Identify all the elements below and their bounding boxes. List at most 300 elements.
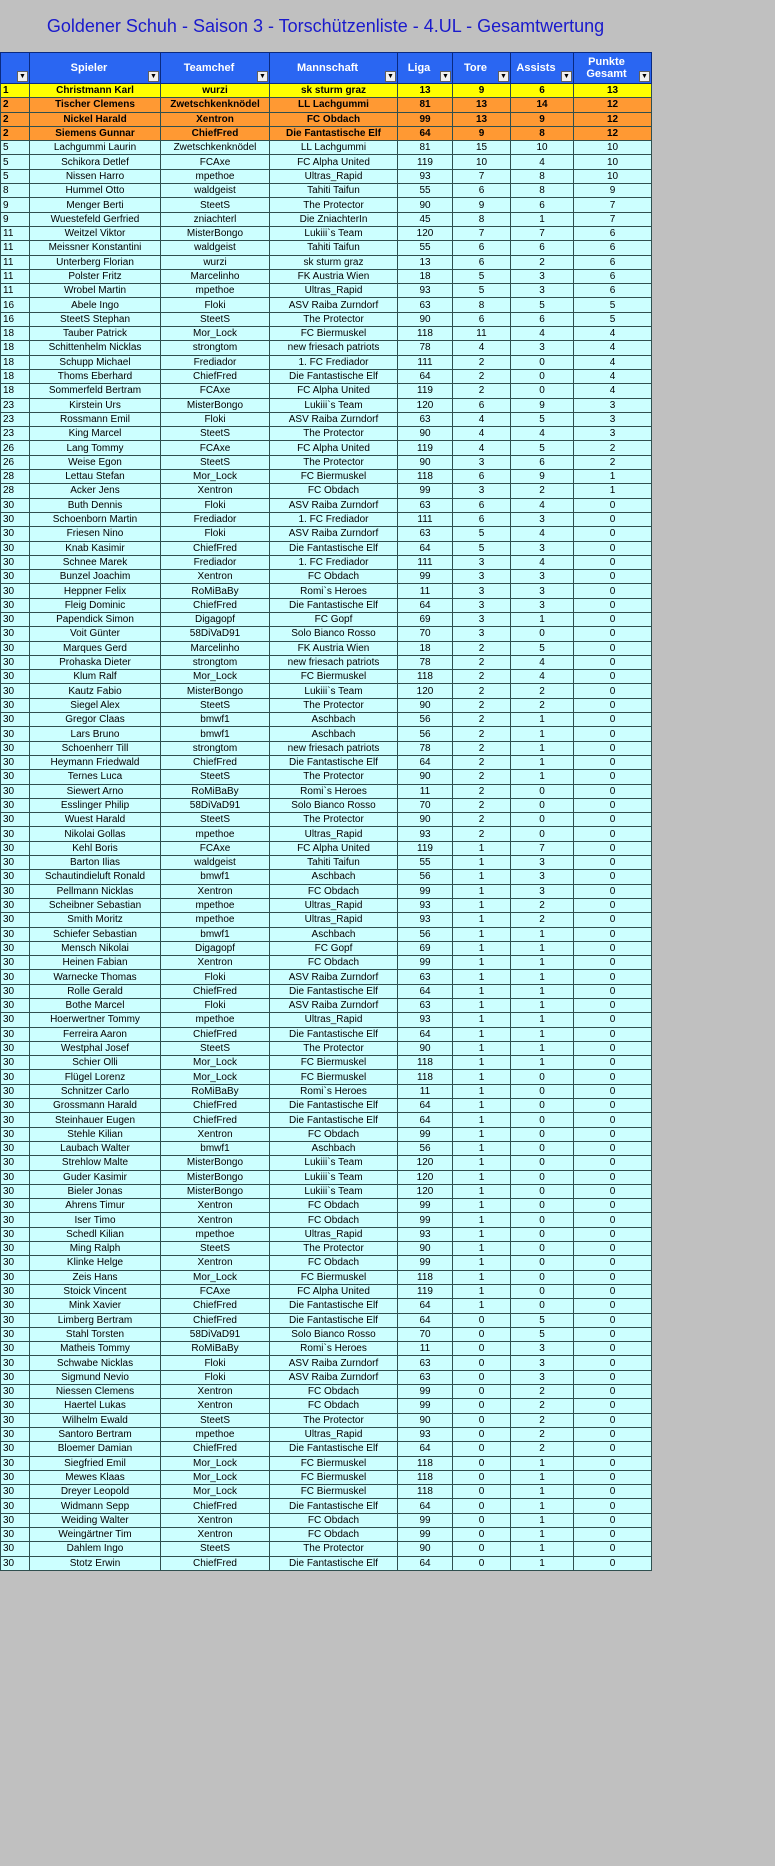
- cell-player: Unterberg Florian: [30, 255, 161, 269]
- column-header-assists: [511, 53, 574, 84]
- cell-assists: 7: [511, 841, 574, 855]
- filter-dropdown-icon[interactable]: ▼: [257, 71, 268, 82]
- cell-points: 0: [574, 770, 652, 784]
- cell-liga: 118: [398, 1456, 453, 1470]
- cell-teamchef: ChiefFred: [161, 1499, 270, 1513]
- cell-player: Esslinger Philip: [30, 798, 161, 812]
- cell-assists: 2: [511, 684, 574, 698]
- cell-liga: 120: [398, 1170, 453, 1184]
- cell-teamchef: Mor_Lock: [161, 1485, 270, 1499]
- cell-rank: 30: [1, 512, 30, 526]
- cell-points: 0: [574, 1184, 652, 1198]
- cell-team: FC Obdach: [270, 1199, 398, 1213]
- cell-team: Lukiii`s Team: [270, 398, 398, 412]
- cell-liga: 56: [398, 870, 453, 884]
- cell-team: FC Gopf: [270, 612, 398, 626]
- cell-player: Polster Fritz: [30, 269, 161, 283]
- cell-teamchef: SteetS: [161, 455, 270, 469]
- cell-points: 0: [574, 898, 652, 912]
- cell-liga: 119: [398, 841, 453, 855]
- table-row: [1, 1470, 652, 1484]
- cell-teamchef: bmwf1: [161, 713, 270, 727]
- cell-teamchef: MisterBongo: [161, 1170, 270, 1184]
- cell-team: FC Obdach: [270, 112, 398, 126]
- cell-player: Schier Olli: [30, 1056, 161, 1070]
- column-header-label: Punkte Gesamt: [586, 56, 627, 80]
- cell-teamchef: waldgeist: [161, 241, 270, 255]
- cell-rank: 28: [1, 484, 30, 498]
- cell-teamchef: mpethoe: [161, 827, 270, 841]
- cell-goals: 1: [453, 927, 511, 941]
- cell-teamchef: mpethoe: [161, 913, 270, 927]
- cell-goals: 1: [453, 884, 511, 898]
- cell-player: Voit Günter: [30, 627, 161, 641]
- cell-rank: 30: [1, 498, 30, 512]
- cell-teamchef: Xentron: [161, 570, 270, 584]
- cell-goals: 4: [453, 412, 511, 426]
- cell-liga: 90: [398, 455, 453, 469]
- cell-teamchef: ChiefFred: [161, 1299, 270, 1313]
- cell-points: 0: [574, 1313, 652, 1327]
- cell-liga: 64: [398, 369, 453, 383]
- cell-points: 0: [574, 784, 652, 798]
- cell-liga: 111: [398, 512, 453, 526]
- cell-team: ASV Raiba Zurndorf: [270, 412, 398, 426]
- cell-teamchef: FCAxe: [161, 841, 270, 855]
- cell-goals: 9: [453, 126, 511, 140]
- cell-team: Die Fantastische Elf: [270, 1499, 398, 1513]
- cell-team: FC Biermuskel: [270, 670, 398, 684]
- cell-teamchef: Zwetschkenknödel: [161, 141, 270, 155]
- cell-rank: 23: [1, 427, 30, 441]
- cell-goals: 6: [453, 184, 511, 198]
- cell-rank: 30: [1, 1413, 30, 1427]
- cell-teamchef: Xentron: [161, 1199, 270, 1213]
- cell-rank: 30: [1, 1427, 30, 1441]
- cell-liga: 118: [398, 470, 453, 484]
- cell-points: 1: [574, 484, 652, 498]
- cell-points: 6: [574, 269, 652, 283]
- filter-dropdown-icon[interactable]: ▼: [440, 71, 451, 82]
- cell-rank: 30: [1, 1442, 30, 1456]
- cell-assists: 3: [511, 1370, 574, 1384]
- cell-player: King Marcel: [30, 427, 161, 441]
- cell-rank: 30: [1, 1070, 30, 1084]
- cell-player: Hummel Otto: [30, 184, 161, 198]
- table-row: [1, 327, 652, 341]
- cell-points: 0: [574, 984, 652, 998]
- cell-liga: 118: [398, 1485, 453, 1499]
- cell-goals: 3: [453, 455, 511, 469]
- table-row: [1, 670, 652, 684]
- table-row: [1, 1527, 652, 1541]
- table-row: [1, 355, 652, 369]
- cell-team: Lukiii`s Team: [270, 684, 398, 698]
- cell-team: Aschbach: [270, 870, 398, 884]
- table-row: [1, 1156, 652, 1170]
- cell-player: Heinen Fabian: [30, 956, 161, 970]
- cell-liga: 99: [398, 1399, 453, 1413]
- cell-liga: 99: [398, 1127, 453, 1141]
- cell-assists: 0: [511, 1141, 574, 1155]
- table-row: [1, 1184, 652, 1198]
- filter-dropdown-icon[interactable]: ▼: [498, 71, 509, 82]
- table-row: [1, 727, 652, 741]
- table-row: [1, 956, 652, 970]
- cell-goals: 2: [453, 798, 511, 812]
- cell-rank: 30: [1, 1270, 30, 1284]
- cell-teamchef: bmwf1: [161, 1141, 270, 1155]
- cell-points: 0: [574, 1427, 652, 1441]
- table-row: [1, 1270, 652, 1284]
- cell-team: Lukiii`s Team: [270, 226, 398, 240]
- cell-team: FC Obdach: [270, 1385, 398, 1399]
- table-row: [1, 1027, 652, 1041]
- cell-team: FC Gopf: [270, 941, 398, 955]
- cell-rank: 30: [1, 1242, 30, 1256]
- cell-points: 0: [574, 1070, 652, 1084]
- cell-liga: 118: [398, 1056, 453, 1070]
- cell-rank: 30: [1, 1470, 30, 1484]
- cell-rank: 30: [1, 1199, 30, 1213]
- cell-player: Tischer Clemens: [30, 98, 161, 112]
- table-row: [1, 269, 652, 283]
- cell-goals: 0: [453, 1456, 511, 1470]
- cell-goals: 2: [453, 384, 511, 398]
- table-row: [1, 1070, 652, 1084]
- cell-goals: 1: [453, 1299, 511, 1313]
- cell-player: Steinhauer Eugen: [30, 1113, 161, 1127]
- cell-points: 0: [574, 627, 652, 641]
- cell-liga: 64: [398, 126, 453, 140]
- cell-goals: 1: [453, 1227, 511, 1241]
- filter-dropdown-icon[interactable]: ▼: [17, 71, 28, 82]
- cell-liga: 69: [398, 941, 453, 955]
- cell-teamchef: Mor_Lock: [161, 1056, 270, 1070]
- cell-assists: 1: [511, 1485, 574, 1499]
- cell-goals: 0: [453, 1556, 511, 1570]
- cell-rank: 1: [1, 84, 30, 98]
- column-header-teamchef: [161, 53, 270, 84]
- cell-teamchef: ChiefFred: [161, 369, 270, 383]
- table-row: [1, 999, 652, 1013]
- cell-rank: 30: [1, 927, 30, 941]
- table-row: [1, 369, 652, 383]
- cell-player: Bloemer Damian: [30, 1442, 161, 1456]
- cell-assists: 5: [511, 441, 574, 455]
- cell-goals: 15: [453, 141, 511, 155]
- cell-points: 0: [574, 1342, 652, 1356]
- cell-points: 0: [574, 741, 652, 755]
- cell-rank: 2: [1, 126, 30, 140]
- cell-team: Die Fantastische Elf: [270, 1113, 398, 1127]
- table-row: [1, 813, 652, 827]
- cell-assists: 1: [511, 1056, 574, 1070]
- cell-goals: 13: [453, 112, 511, 126]
- cell-goals: 0: [453, 1427, 511, 1441]
- cell-assists: 3: [511, 584, 574, 598]
- cell-liga: 90: [398, 1041, 453, 1055]
- cell-teamchef: Floki: [161, 498, 270, 512]
- cell-points: 0: [574, 856, 652, 870]
- cell-goals: 1: [453, 984, 511, 998]
- cell-team: Die Fantastische Elf: [270, 1313, 398, 1327]
- cell-liga: 99: [398, 884, 453, 898]
- cell-assists: 1: [511, 1456, 574, 1470]
- table-row: [1, 1041, 652, 1055]
- cell-points: 0: [574, 1485, 652, 1499]
- cell-team: FC Alpha United: [270, 441, 398, 455]
- table-row: [1, 512, 652, 526]
- table-row: [1, 584, 652, 598]
- cell-teamchef: Mor_Lock: [161, 327, 270, 341]
- table-row: [1, 484, 652, 498]
- cell-team: Romi`s Heroes: [270, 1084, 398, 1098]
- cell-assists: 1: [511, 970, 574, 984]
- cell-team: FC Obdach: [270, 1527, 398, 1541]
- cell-assists: 4: [511, 327, 574, 341]
- cell-goals: 1: [453, 1199, 511, 1213]
- filter-dropdown-icon[interactable]: ▼: [385, 71, 396, 82]
- cell-team: FK Austria Wien: [270, 641, 398, 655]
- cell-points: 0: [574, 1027, 652, 1041]
- title-bar: [0, 0, 651, 52]
- cell-liga: 64: [398, 984, 453, 998]
- cell-liga: 90: [398, 312, 453, 326]
- cell-goals: 2: [453, 355, 511, 369]
- cell-team: The Protector: [270, 198, 398, 212]
- cell-team: ASV Raiba Zurndorf: [270, 1356, 398, 1370]
- cell-points: 0: [574, 698, 652, 712]
- filter-dropdown-icon[interactable]: ▼: [148, 71, 159, 82]
- cell-points: 0: [574, 827, 652, 841]
- cell-player: Heppner Felix: [30, 584, 161, 598]
- cell-goals: 0: [453, 1356, 511, 1370]
- cell-liga: 118: [398, 670, 453, 684]
- cell-goals: 9: [453, 198, 511, 212]
- cell-rank: 30: [1, 584, 30, 598]
- cell-rank: 30: [1, 827, 30, 841]
- cell-player: Nikolai Gollas: [30, 827, 161, 841]
- cell-assists: 0: [511, 1170, 574, 1184]
- cell-points: 0: [574, 1256, 652, 1270]
- cell-rank: 23: [1, 412, 30, 426]
- table-row: [1, 1542, 652, 1556]
- cell-player: Widmann Sepp: [30, 1499, 161, 1513]
- cell-assists: 1: [511, 1027, 574, 1041]
- cell-assists: 3: [511, 541, 574, 555]
- table-row: [1, 155, 652, 169]
- cell-rank: 30: [1, 1542, 30, 1556]
- cell-assists: 14: [511, 98, 574, 112]
- cell-goals: 1: [453, 1084, 511, 1098]
- cell-liga: 118: [398, 327, 453, 341]
- cell-teamchef: zniachterl: [161, 212, 270, 226]
- cell-points: 0: [574, 1442, 652, 1456]
- cell-liga: 64: [398, 598, 453, 612]
- cell-teamchef: FCAxe: [161, 1284, 270, 1298]
- cell-liga: 64: [398, 1113, 453, 1127]
- cell-assists: 8: [511, 169, 574, 183]
- cell-liga: 119: [398, 441, 453, 455]
- cell-team: 1. FC Frediador: [270, 555, 398, 569]
- cell-points: 0: [574, 884, 652, 898]
- cell-team: Ultras_Rapid: [270, 827, 398, 841]
- cell-team: Die Fantastische Elf: [270, 1556, 398, 1570]
- cell-rank: 23: [1, 398, 30, 412]
- table-body: [1, 84, 652, 1571]
- cell-rank: 30: [1, 570, 30, 584]
- cell-team: Aschbach: [270, 927, 398, 941]
- table-row: [1, 412, 652, 426]
- cell-liga: 63: [398, 999, 453, 1013]
- table-row: [1, 1485, 652, 1499]
- cell-player: Acker Jens: [30, 484, 161, 498]
- cell-goals: 2: [453, 698, 511, 712]
- cell-points: 10: [574, 169, 652, 183]
- cell-assists: 5: [511, 1327, 574, 1341]
- cell-teamchef: SteetS: [161, 1542, 270, 1556]
- cell-assists: 0: [511, 1184, 574, 1198]
- cell-assists: 6: [511, 312, 574, 326]
- cell-liga: 64: [398, 1442, 453, 1456]
- cell-goals: 11: [453, 327, 511, 341]
- cell-points: 0: [574, 498, 652, 512]
- cell-player: Tauber Patrick: [30, 327, 161, 341]
- cell-teamchef: 58DiVaD91: [161, 627, 270, 641]
- cell-team: Solo Bianco Rosso: [270, 798, 398, 812]
- cell-liga: 11: [398, 784, 453, 798]
- cell-teamchef: Xentron: [161, 1513, 270, 1527]
- cell-team: FK Austria Wien: [270, 269, 398, 283]
- cell-assists: 4: [511, 555, 574, 569]
- cell-rank: 30: [1, 913, 30, 927]
- cell-goals: 0: [453, 1313, 511, 1327]
- table-row: [1, 1399, 652, 1413]
- cell-rank: 30: [1, 1113, 30, 1127]
- cell-goals: 8: [453, 298, 511, 312]
- cell-liga: 93: [398, 1427, 453, 1441]
- cell-goals: 1: [453, 941, 511, 955]
- cell-points: 5: [574, 298, 652, 312]
- cell-rank: 11: [1, 241, 30, 255]
- cell-assists: 0: [511, 627, 574, 641]
- cell-team: ASV Raiba Zurndorf: [270, 999, 398, 1013]
- cell-team: Aschbach: [270, 1141, 398, 1155]
- cell-liga: 90: [398, 770, 453, 784]
- cell-goals: 3: [453, 598, 511, 612]
- cell-rank: 30: [1, 1127, 30, 1141]
- cell-liga: 99: [398, 1213, 453, 1227]
- cell-teamchef: Xentron: [161, 956, 270, 970]
- cell-player: Schnee Marek: [30, 555, 161, 569]
- table-row: [1, 627, 652, 641]
- cell-teamchef: ChiefFred: [161, 598, 270, 612]
- cell-goals: 1: [453, 1242, 511, 1256]
- cell-goals: 3: [453, 484, 511, 498]
- cell-teamchef: Frediador: [161, 512, 270, 526]
- cell-team: 1. FC Frediador: [270, 355, 398, 369]
- cell-player: Sigmund Nevio: [30, 1370, 161, 1384]
- cell-assists: 4: [511, 655, 574, 669]
- cell-points: 4: [574, 327, 652, 341]
- cell-team: Ultras_Rapid: [270, 898, 398, 912]
- table-row: [1, 298, 652, 312]
- cell-player: Matheis Tommy: [30, 1342, 161, 1356]
- cell-points: 0: [574, 1413, 652, 1427]
- filter-dropdown-icon[interactable]: ▼: [639, 71, 650, 82]
- cell-goals: 2: [453, 755, 511, 769]
- cell-assists: 6: [511, 198, 574, 212]
- cell-assists: 3: [511, 1342, 574, 1356]
- table-row: [1, 1013, 652, 1027]
- cell-goals: 6: [453, 398, 511, 412]
- cell-points: 0: [574, 1527, 652, 1541]
- cell-goals: 1: [453, 1099, 511, 1113]
- column-header-label: Assists: [516, 62, 556, 74]
- table-row: [1, 1299, 652, 1313]
- cell-assists: 1: [511, 1013, 574, 1027]
- cell-goals: 6: [453, 312, 511, 326]
- cell-goals: 2: [453, 827, 511, 841]
- table-row: [1, 255, 652, 269]
- cell-team: FC Biermuskel: [270, 1070, 398, 1084]
- cell-team: FC Obdach: [270, 1127, 398, 1141]
- cell-teamchef: ChiefFred: [161, 1113, 270, 1127]
- cell-assists: 9: [511, 398, 574, 412]
- cell-liga: 45: [398, 212, 453, 226]
- cell-player: Schoenborn Martin: [30, 512, 161, 526]
- cell-team: Romi`s Heroes: [270, 784, 398, 798]
- cell-goals: 3: [453, 612, 511, 626]
- cell-team: The Protector: [270, 1542, 398, 1556]
- cell-rank: 30: [1, 755, 30, 769]
- cell-team: The Protector: [270, 1413, 398, 1427]
- column-header-team: [270, 53, 398, 84]
- cell-teamchef: Xentron: [161, 1399, 270, 1413]
- cell-team: Tahiti Taifun: [270, 856, 398, 870]
- cell-teamchef: RoMiBaBy: [161, 1084, 270, 1098]
- cell-goals: 1: [453, 913, 511, 927]
- cell-points: 0: [574, 541, 652, 555]
- table-row: [1, 1227, 652, 1241]
- filter-dropdown-icon[interactable]: ▼: [561, 71, 572, 82]
- cell-assists: 3: [511, 269, 574, 283]
- cell-rank: 30: [1, 1313, 30, 1327]
- cell-player: Schittenhelm Nicklas: [30, 341, 161, 355]
- cell-rank: 30: [1, 684, 30, 698]
- cell-liga: 93: [398, 1013, 453, 1027]
- cell-team: Ultras_Rapid: [270, 1013, 398, 1027]
- cell-rank: 30: [1, 1284, 30, 1298]
- cell-player: Ming Ralph: [30, 1242, 161, 1256]
- cell-player: Schiefer Sebastian: [30, 927, 161, 941]
- cell-assists: 1: [511, 1041, 574, 1055]
- cell-assists: 0: [511, 1213, 574, 1227]
- cell-liga: 11: [398, 1084, 453, 1098]
- cell-rank: 30: [1, 941, 30, 955]
- cell-teamchef: MisterBongo: [161, 226, 270, 240]
- cell-team: FC Biermuskel: [270, 1485, 398, 1499]
- cell-assists: 4: [511, 498, 574, 512]
- cell-assists: 0: [511, 798, 574, 812]
- cell-team: 1. FC Frediador: [270, 512, 398, 526]
- cell-player: Schedl Kilian: [30, 1227, 161, 1241]
- table-row: [1, 1284, 652, 1298]
- cell-rank: 30: [1, 1213, 30, 1227]
- cell-goals: 1: [453, 1256, 511, 1270]
- cell-rank: 18: [1, 355, 30, 369]
